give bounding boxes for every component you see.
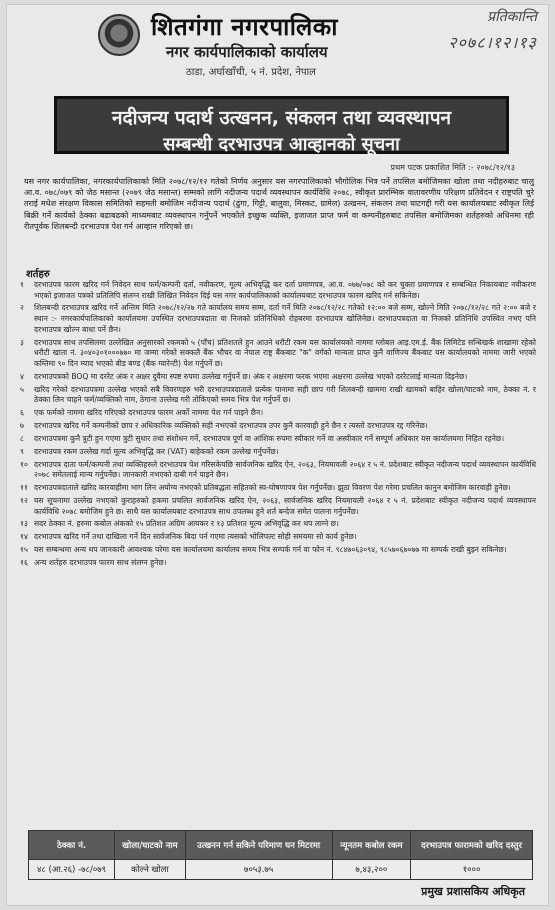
condition-number: १४ xyxy=(20,532,28,542)
publication-date: प्रथम पटक प्रकाशित मिति :- २०७८/१२/१३ xyxy=(390,163,515,172)
condition-item xyxy=(20,372,536,383)
notice-title-line-2: सम्बन्धी दरभाउपत्र आव्हानको सूचना xyxy=(163,134,400,155)
condition-number: १३ xyxy=(20,519,28,529)
condition-number: ५ xyxy=(20,384,24,394)
condition-item xyxy=(20,280,536,301)
condition-text: सदर ठेक्का नं. हरुमा कबोल अंकको १५ प्रतिशत अग्रिम आयकर र १३ प्रतिशत मूल्य अभिवृद्धि कर थप लाग्ने छ। xyxy=(34,519,339,529)
intro-paragraph: यस नगर कार्यपालिका, नगरकार्यपालिकाको मिति २०७८/१२/१२ गतेको निर्णय अनुसार यस नगरपालिकाको भौगोलिक भित्र पर्ने तपसिल बमोजिमका खोला तथा नदीहरुबाट चालु आ.व. ०७८/०७९ को जेठ मसान्त (२०७९ जेठ मसान्त) सम्मको लागि नदीजन्य पदार्थ व्यवस्थापन कार्यविधि २०७८, स्वीकृत प्रारम्भिक वातावरणीय परिक्षण प्रतिवेदन र राष्ट्रपति चुरे तराई मधेश संरक्षण विकास समितिको सहमती बमोजिम नदीजन्य पदार्थ (ढुंगा, गिट्टी, बालुवा, मिस्कट, ग्रामेल) उत्खनन, संकलन तथा घाटगद्दी गरी यस कार्यालयबाट स्वीकृत लिई बिक्री गर्ने कार्यको ठेक्का बढाबढको माध्यमबाट व्यवस्थापन गर्नुपर्ने भएकोले इच्छुक व्यक्ति, इजाजत प्राप्त फर्म वा कम्पनीहरुबाट तपसिल बमोजिमका शर्तहरुको अधिनमा रही रीतपूर्वक शिलबन्दी दरभाउपत्र पेश गर्न आव्हान गरिएको छ। xyxy=(24,177,534,231)
condition-text: दरभाउपत्र खरिद गर्ने तथा दाखिला गर्ने दिन सार्वजनिक बिदा पर्न गएमा त्यसको भोलिपल्ट सोही समयमा सो कार्य हुनेछ। xyxy=(34,532,357,542)
office-name: नगर कार्यपालिकाको कार्यालय xyxy=(166,43,328,61)
condition-number: ६ xyxy=(20,408,24,418)
condition-text: दरभाउपत्र दाता फर्म/कम्पनी तथा व्यक्तिहरुले दरभाउपत्र पेश गरिसकेपछि सार्वजनिक खरिद ऐन, २०६३, नियमावली २०६४ र ५ नं. प्रदेशबाट स्वीकृत नदीजन्य पदार्थ व्यवस्थापन कार्यविधि २०७८ समेतलाई मान्य गर्नुपर्नेछ। जानकारी नभएको दाबी गर्न पाइने छैन। xyxy=(34,459,536,480)
table-cell: ४८ (आ.२६) -७८/०७९ xyxy=(29,860,115,880)
condition-text: दरभाउपत्रमा कुनै त्रुटी हुन गएमा त्रुटी सुधार तथा संशोधन गर्ने, दरभाउपत्र पूर्ण वा आंशिक रुपमा स्वीकार गर्ने वा अस्वीकार गर्ने सम्पूर्ण अधिकार यस कार्यालयमा निहित रहनेछ। xyxy=(34,433,505,443)
office-address: ठाडा, अर्घाखाँची, ५ नं. प्रदेश, नेपाल xyxy=(186,67,316,78)
condition-item xyxy=(20,558,536,569)
table-cell: १००० xyxy=(411,860,533,880)
condition-item xyxy=(20,447,536,458)
condition-number: ३ xyxy=(20,337,24,347)
table-header: उत्खनन गर्न सकिने परिमाण घन मिटरमा xyxy=(185,831,332,860)
condition-item xyxy=(20,303,536,335)
condition-number: ७ xyxy=(20,420,24,430)
tender-table xyxy=(28,830,533,880)
letterhead xyxy=(6,4,549,86)
table-header-row xyxy=(29,831,533,860)
condition-number: २ xyxy=(20,303,24,313)
condition-item xyxy=(20,519,536,530)
condition-text: दरभाउपत्रको BOQ मा दररेट अंक र अक्षर दुवैमा स्पष्ट रुपमा उल्लेख गर्नुपर्ने छ। अंक र अक्षरमा फरक भएमा अक्षरमा उल्लेख भएको दररेटलाई मान्यता दिइनेछ। xyxy=(34,371,468,381)
org-name: शितगंगा नगरपालिका xyxy=(151,13,338,41)
condition-text: एक फर्मको नाममा खरिद गरिएको दरभाउपत्र फारम अर्को नाममा पेश गर्न पाइने छैन। xyxy=(34,408,264,418)
condition-item xyxy=(20,532,536,543)
condition-item xyxy=(20,496,536,517)
condition-number: १० xyxy=(20,459,28,469)
condition-item xyxy=(20,385,536,406)
table-cell: कोल्ने खोला xyxy=(115,860,186,880)
condition-number: १२ xyxy=(20,495,28,505)
table-header: दरभाउपत्र फारामको खरिद दस्तुर xyxy=(411,831,533,860)
condition-text: शिलबन्दी दरभाउपत्र खरिद गर्ने अन्तिम मिति २०७८/१२/२७ गते कार्यालय समय सम्म, दर्ता गर्ने मिति २०७८/१२/२८ गतेको १२:०० बजे सम्म, खोल्ने मिति २०७८/१२/२८ गते २:०० बजे र स्थान :- नगरकार्यपालिकाको कार्यालयमा उपस्थित दरभाउपत्रदाता वा निजको प्रतिनिधिको रोहबरमा दरभाउपत्र खोलिनेछ। दरभाउपत्रदाता वा निजको प्रतिनिधि उपस्थित नभए पनि दरभाउपत्र खोल्न बाधा पर्ने छैन। xyxy=(34,303,536,334)
condition-number: ८ xyxy=(20,433,24,443)
condition-item xyxy=(20,545,536,556)
conditions-list xyxy=(20,280,536,571)
condition-item xyxy=(20,338,536,370)
notice-title-line-1: नदीजन्य पदार्थ उत्खनन, संकलन तथा व्यवस्थापन xyxy=(111,107,452,129)
condition-number: ९ xyxy=(20,446,24,456)
signatory-title: प्रमुख प्रशासकिय अधिकृत xyxy=(421,885,525,898)
condition-text: दरभाउपत्रदाताले खरिद कारवाहीमा भाग लिन अयोग्य नभएको प्रतिबद्धता सहितको स्व-घोषणापत्र पेश गर्नुपर्नेछ। झुठा विवरण पेश गरेमा प्रचलित कानुन बमोजिम कारवाही हुनेछ। xyxy=(34,483,511,493)
table-header: खोला/घाटको नाम xyxy=(115,831,186,860)
condition-text: दरभाउपत्र साथ तपसिलमा उल्लेखित अनुसारको रकमको ५ (पाँच) प्रतिशतले हुन आउने धरौटी रकम यस कार्यालयको नाममा ग्लोबल आइ.एम.ई. बैंक लिमिटेड सन्धिखर्क शाखामा रहेको धरौटी खाता नं. ३०४०३०१०००७७० मा जम्मा गरेको सक्कलै बैंक भौचर वा नेपाल राष्ट्र बैंकबाट "क" वर्गको मान्यता प्राप्त कुनै वाणिज्य बैंकबाट यस कार्यालयको नाममा जारी भएको कम्तिमा ९० दिन म्याद भएको बीड बण्ड (बैंक ग्यारेन्टी) पेश गर्नुपर्ने छ। xyxy=(34,337,536,368)
conditions-heading: शर्तहरु xyxy=(26,269,50,280)
emblem-icon xyxy=(98,14,140,56)
condition-item xyxy=(20,434,536,445)
condition-number: १ xyxy=(20,280,24,289)
condition-number: १५ xyxy=(20,545,28,555)
condition-item xyxy=(20,421,536,432)
table-header: ठेक्का नं. xyxy=(29,831,115,860)
condition-text: खरिद गरेको दरभाउपत्रमा उल्लेख भएको सबै विवरणहरु भरी दरभाउपत्रदाताले प्रत्येक पानामा सही छाप गरी शिलबन्दी खाममा राखी खामको बाहिर खोला/घाटको नाम, ठेक्का नं. र ठेक्का लिन चाहने फर्म/व्यक्तिको नाम, ठेगाना उल्लेख गरी तोकिएको समय भित्र पेश गर्नुपर्ने छ। xyxy=(34,384,536,405)
condition-text: यस सम्बन्धमा अन्य थप जानकारी आवश्यक परेमा यस कार्यालयमा कार्यालय समय भित्र सम्पर्क गर्न वा फोन नं. ९८४७०६३०९४, ९८५७०६७०७७ मा सम्पर्क राखी बुझ्न सकिनेछ। xyxy=(34,545,507,555)
notice-title-box xyxy=(54,96,509,154)
condition-text: दरभाउपत्र फारम खरिद गर्न निवेदन साथ फर्म/कम्पनी दर्ता, नवीकरण, मूल्य अभिवृद्धि कर दर्ता प्रमाणपत्र, आ.व. ०७७/०७८ को कर चुक्ता प्रमाणपत्र र सम्बन्धित निकायबाट नवीकरण भएको इजाजत पत्रको प्रतिलिपि संलग्न राखी लिखित निवेदन दिई यस नगर कार्यपालिकाको कार्यालयबाट दरभाउपत्र फारम खरिद गर्न सकिनेछ। xyxy=(34,280,536,300)
condition-item xyxy=(20,460,536,481)
table-header: न्यूनतम कबोल रकम xyxy=(332,831,411,860)
condition-text: अन्य शर्तहरु दरभाउपत्र फारम साथ संलग्न हुनेछ। xyxy=(34,558,167,568)
condition-item xyxy=(20,483,536,494)
handwritten-note xyxy=(397,4,537,64)
table-cell: ७,४३,२०० xyxy=(332,860,411,880)
condition-item xyxy=(20,408,536,419)
condition-text: यस सूचनामा उल्लेख नभएको कुराहरुको हकमा प्रचलित सार्वजनिक खरिद ऐन, २०६३, सार्वजनिक खरिद नियमावली २०६४ र ५ नं. प्रदेशबाट स्वीकृत नदीजन्य पदार्थ व्यवस्थापन कार्यविधि २०७८ बमोजिम हुने छ। साथै यस कार्यालयबाट दरभाउपत्र साथ उपलब्ध हुने शर्त बन्देज समेत पालना गर्नुपर्नेछ। xyxy=(34,495,536,516)
condition-number: ४ xyxy=(20,371,24,381)
handwritten-line: प्रतिकान्ति xyxy=(487,9,537,25)
condition-number: १६ xyxy=(20,558,28,568)
table-row xyxy=(29,860,533,880)
table-cell: ७०५३.७५ xyxy=(185,860,332,880)
condition-text: दरभाउपत्र खरिद गर्ने कम्पनीको छाप र अधिकारिक व्यक्तिको सही नभएको दरभाउपत्र उपर कुनै कारवाही हुने छैन र त्यस्तो दरभाउपत्र रद्द गरिनेछ। xyxy=(34,420,428,430)
notice-page xyxy=(6,4,549,906)
condition-text: दरभाउपत्र रकम उल्लेख गर्दा मूल्य अभिवृद्धि कर (VAT) बाहेकको रकम उल्लेख गर्नुपर्नेछ। xyxy=(34,446,279,456)
handwritten-date: २०७८।१२।१३ xyxy=(448,33,537,52)
condition-number: ११ xyxy=(20,483,28,493)
